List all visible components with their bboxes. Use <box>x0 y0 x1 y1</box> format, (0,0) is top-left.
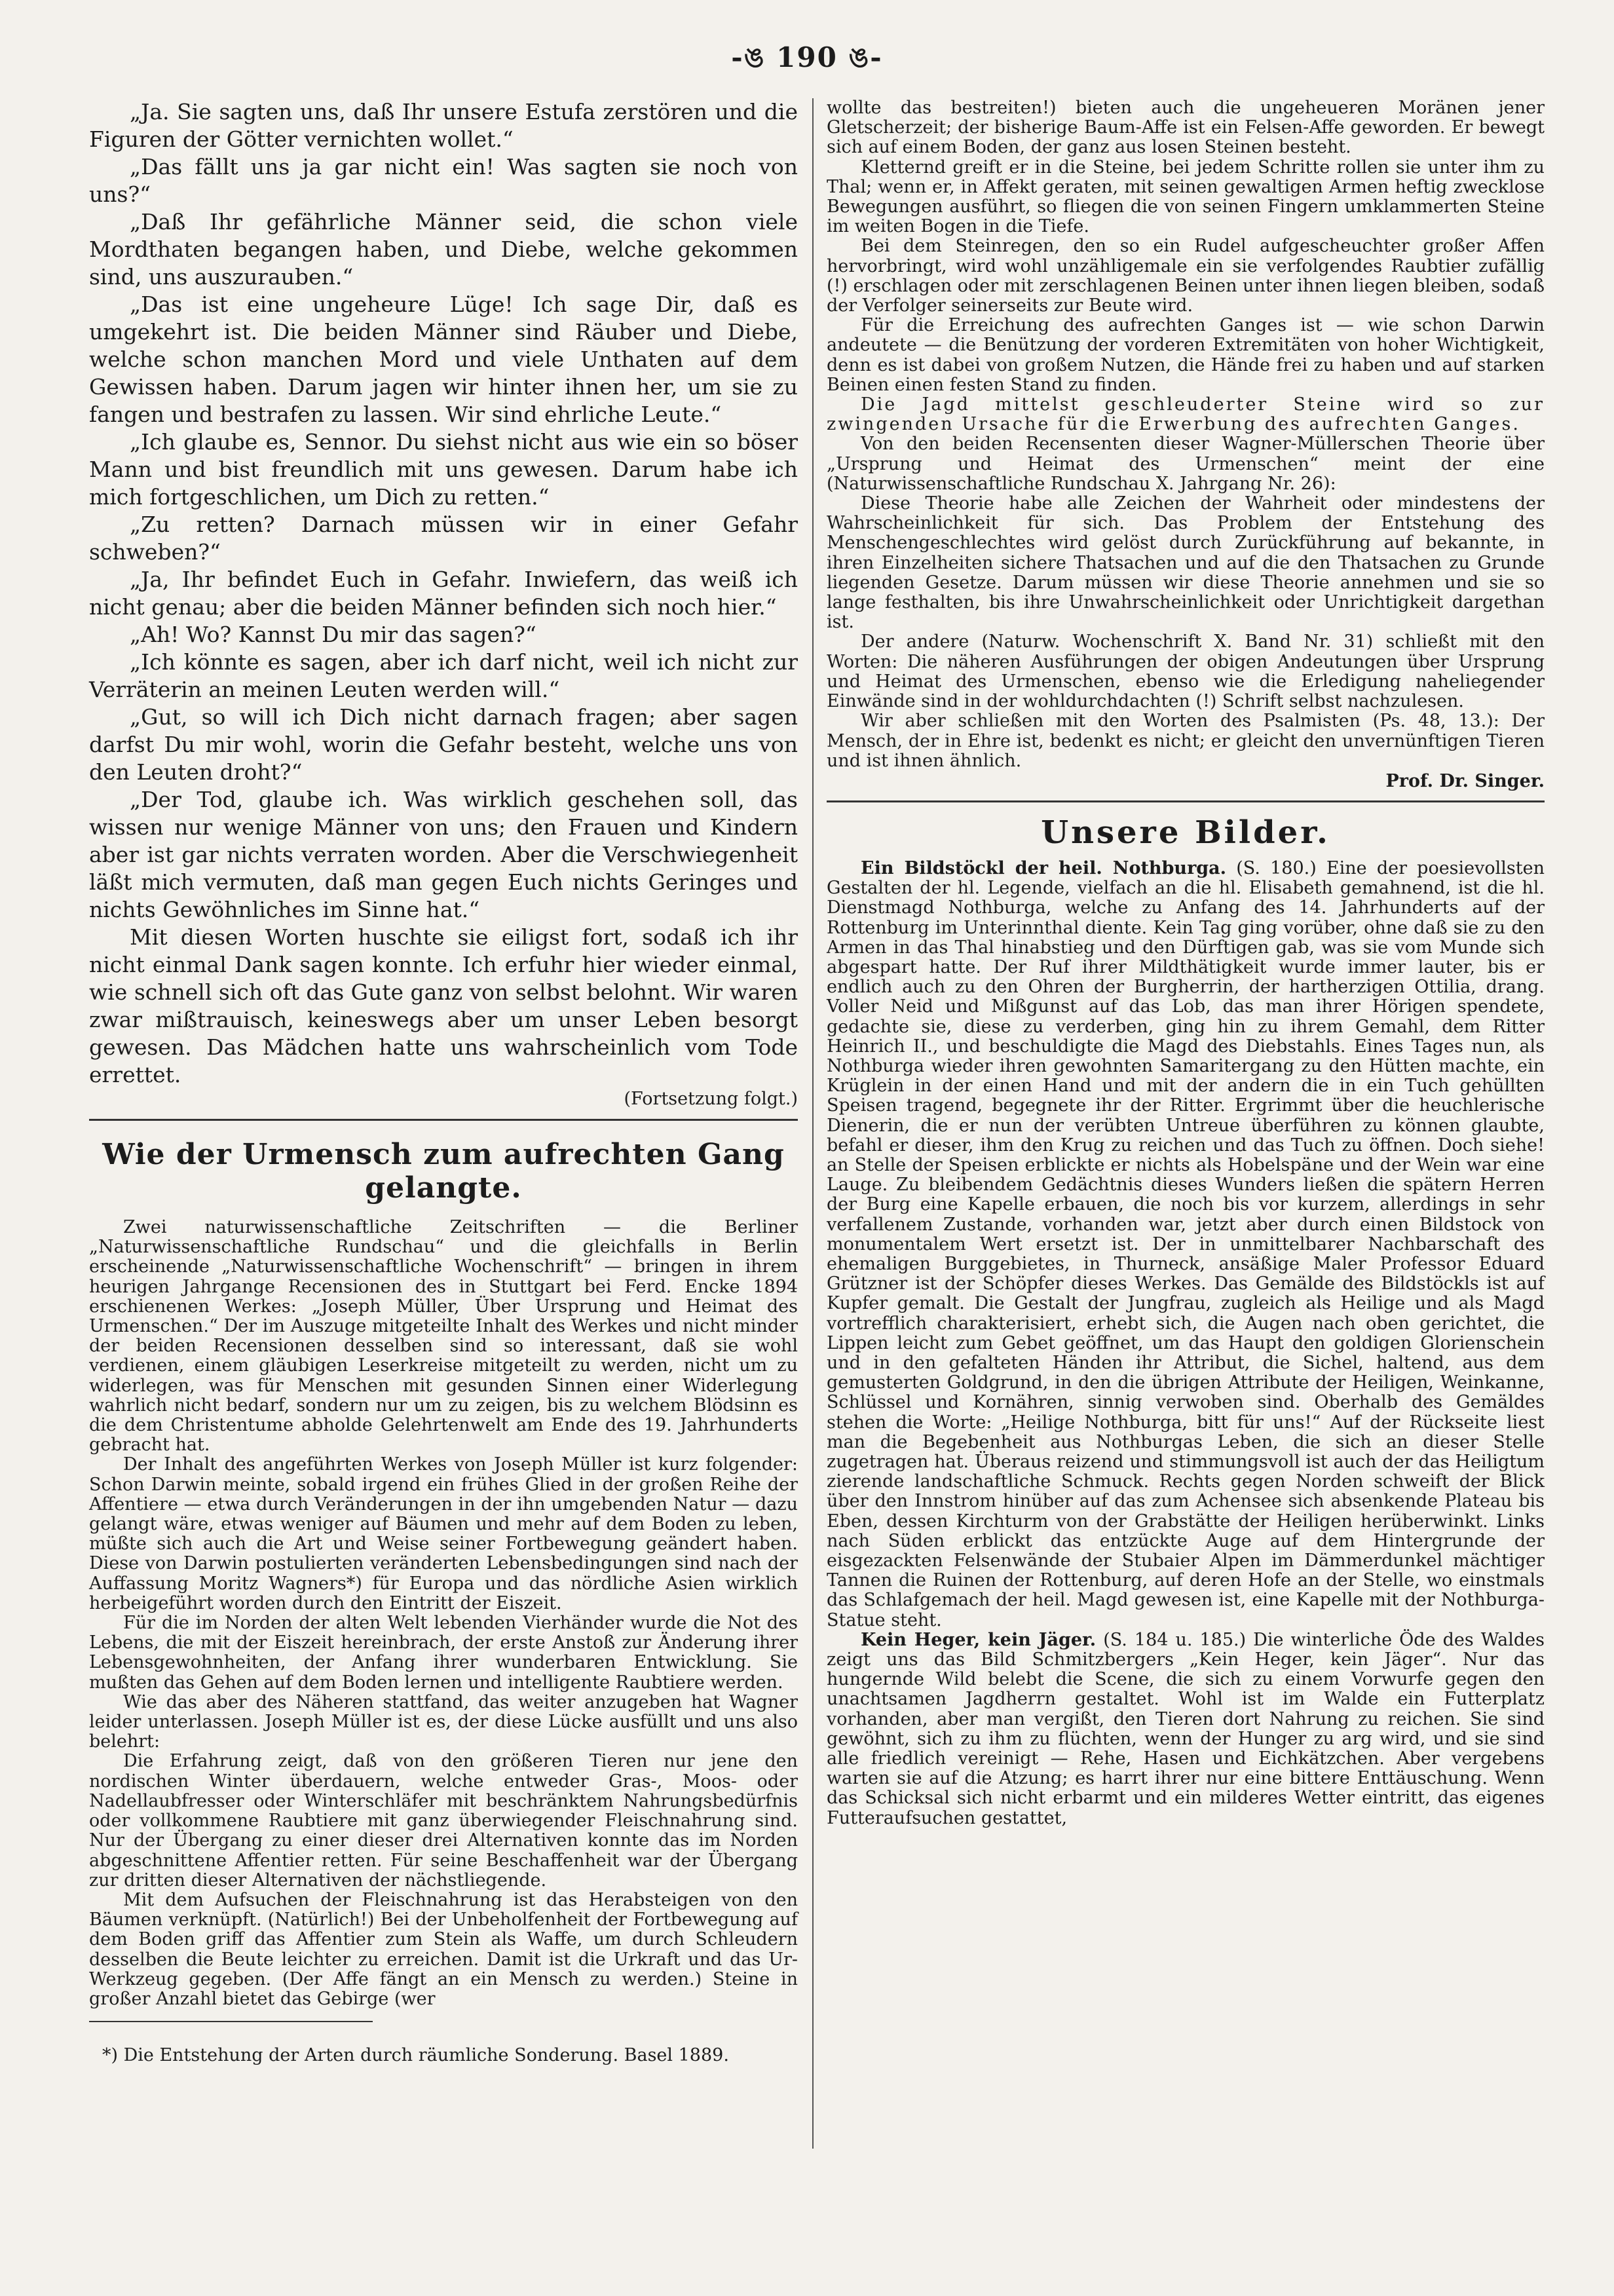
article-paragraph: Diese Theorie habe alle Zeichen der Wahrheit oder mindestens der Wahrscheinlichkeit für sich. Das Problem der Entstehung des Menschengeschlechtes wird gelöst durch Zurückführung auf bekannte, in ihren Einzelheiten sichere Thatsachen und auf die den Thatsachen zu Grunde liegenden Gesetze. Darum müssen wir diese Theorie annehmen und sie so lange festhalten, bis ihre Unwahrscheinlichkeit oder Unrichtigkeit dargethan ist. <box>827 493 1545 633</box>
dialogue-paragraph: Mit diesen Worten huschte sie eiligst fort, sodaß ich ihr nicht einmal Dank sagen konnte. Ich erfuhr hier wieder einmal, wie schnell sich oft das Gute ganz von selbst belohnt. Wir waren zwar mißtrauisch, keineswegs aber um unser Leben besorgt gewesen. Das Mädchen hatte uns wahrscheinlich vom Tode errettet. <box>89 924 798 1087</box>
dialogue-paragraph: „Zu retten? Darnach müssen wir in einer Gefahr schweben?“ <box>89 512 798 565</box>
pictures-paragraph <box>827 859 1545 1630</box>
article-paragraph: Kletternd greift er in die Steine, bei jedem Schritte rollen sie unter ihm zu Thal; wenn er, in Affekt geraten, mit seinen gewaltigen Armen heftig zwecklose Bewegungen ausführt, so fliegen die von seinen Fingern umklammerten Steine im weiten Bogen in die Tiefe. <box>827 157 1545 237</box>
dialogue-paragraph: „Das fällt uns ja gar nicht ein! Was sagten sie noch von uns?“ <box>89 154 798 207</box>
column-divider <box>812 98 814 2149</box>
dialogue-paragraph: „Der Tod, glaube ich. Was wirklich geschehen soll, das wissen nur wenige Männer von uns; den Frauen und Kindern aber ist gar nichts verraten worden. Aber die Verschwiegenheit läßt mich vermuten, daß man gegen Euch nichts Geringes und nichts Gewöhnliches im Sinne hat.“ <box>89 787 798 922</box>
section-title: Unsere Bilder. <box>1041 814 1330 851</box>
article-paragraph: wollte das bestreiten!) bieten auch die ungeheueren Moränen jener Gletscherzeit; der bisherige Baum-Affe ist ein Felsen-Affe geworden. Er bewegt sich auf einem Boden, der ganz aus losen Steinen besteht. <box>827 98 1545 158</box>
left-column <box>89 98 798 2084</box>
pictures-text: (S. 180.) Eine der poesievollsten Gestalten der hl. Legende, vielfach an die hl. Elisabeth gemahnend, ist die hl. Dienstmagd Nothburga, welche zu Anfang des 14. Jahrhunderts auf der Rottenburg im Unterinnthal diente. Kein Tag ging vorüber, ohne daß sie zu den Armen in das Thal hinabstieg und den Dürftigen gab, was sie vom Munde sich abgespart hatte. Der Ruf ihrer Mildthätigkeit wurde immer lauter, bis er endlich auch zu den Ohren der Burgherrin, der hartherzigen Ottilia, drang. Voller Neid und Mißgunst auf das Lob, das man ihrer Hörigen spendete, gedachte sie, diese zu verderben, ging hin zu ihrem Gemahl, dem Ritter Heinrich II., und beschuldigte die Magd des Diebstahls. Eines Tages nun, als Nothburga wieder ihren gewohnten Samaritergang zu den Hütten machte, ein Krüglein in der einen Hand und mit der andern die in ein Tuch gehüllten Speisen tragend, begegnete ihr der Ritter. Ergrimmt über die heuchlerische Dienerin, die er nun der verübten Untreue überführen zu können glaubte, befahl er dieser, ihm den Krug zu reichen und das Tuch zu öffnen. Doch siehe! an Stelle der Speisen erblickte er nichts als Hobelspäne und der Wein war eine Lauge. Zu bleibendem Gedächtnis dieses Wunders ließen die spätern Herren der Burg eine Kapelle erbauen, die noch bis vor kurzem, allerdings in sehr verfallenem Zustande, vorhanden war, jetzt aber durch einen Bildstock von monumentalem Wert ersetzt ist. Der in unmittelbarer Nachbarschaft des ehemaligen Burggebietes, in Thurneck, ansäßige Maler Professor Eduard Grützner ist der Schöpfer dieses Werkes. Das Gemälde des Bildstöckls ist auf Kupfer gemalt. Die Gestalt der Jungfrau, zugleich als Heilige und als Magd vortrefflich charakterisiert, erhebt sich, die Augen nach oben gerichtet, die Lippen leicht zum Gebet geöffnet, um das Haupt den goldigen Glorienschein und in den gefalteten Händen ihr Attribut, die Sichel, haltend, aus dem gemusterten Goldgrund, in den die übrigen Attribute der Heiligen, Weinkanne, Schlüssel und Kornähren, sinnig verwoben sind. Oberhalb des Gemäldes stehen die Worte: „Heilige Nothburga, bitt für uns!“ Auf der Rückseite liest man die Begebenheit aus Nothburgas Leben, die sich an dieser Stelle zugetragen hat. Überaus reizend und stimmungsvoll ist auch der das Heiligtum zierende landschaftliche Schmuck. Rechts gegen Norden schweift der Blick über den Innstrom hinüber auf das zum Achensee sich absenkende Plateau bis Eben, dessen Kirchturm von der Grabstätte der Heiligen herüberwinkt. Links nach Süden erblickt das entzückte Auge auf dem Hintergrunde der eisgezackten Felsenwände der Stubaier Alpen im Dämmerdunkel mächtiger Tannen die Ruinen der Rottenburg, auf deren Hofe an der Stelle, wo einstmals das Schlafgemach der heil. Magd gewesen ist, eine Kapelle mit der Nothburga-Statue steht. <box>827 857 1545 1630</box>
pictures-text: (S. 184 u. 185.) Die winterliche Öde des Waldes zeigt uns das Bild Schmitzbergers „Kein Heger, kein Jäger“. Nur das hungernde Wild belebt die Scene, die sich zu einem Vorwurfe gegen den unachtsamen Jagdherrn gestaltet. Wohl ist im Walde ein Futterplatz vorhanden, aber man vergißt, den Tieren dort Nahrung zu reichen. Sie sind gewöhnt, sich zu ihm zu flüchten, wenn der Hunger zu arg wird, und sie sind alle friedlich vereinigt — Rehe, Hasen und Eichkätzchen. Aber vergebens warten sie auf die Atzung; es harrt ihrer nur eine bittere Enttäuschung. Wenn das Schicksal sich nicht erbarmt und ein milderes Wetter eintritt, das eigenes Futteraufsuchen gestattet, <box>827 1629 1545 1828</box>
article-paragraph: Die Erfahrung zeigt, daß von den größeren Tieren nur jene den nordischen Winter überdauern, welche entweder Gras-, Moos- oder Nadellaubfresser oder Winterschläfer mit beschränktem Nahrungsbedürfnis oder vollkommene Raubtiere mit ganz überwiegender Fleischnahrung sind. Nur der Übergang zu einer dieser drei Alternativen konnte das im Norden abgeschnittene Affentier retten. Für seine Beschaffenheit war der Übergang zur dritten dieser Alternativen der nächstliegende. <box>89 1751 798 1891</box>
page-number: -ঙ 190 ঙ- <box>731 41 883 73</box>
article-paragraph: Für die Erreichung des aufrechten Ganges ist — wie schon Darwin andeutete — die Benützung der vorderen Extremitäten von hoher Wichtigkeit, denn es ist dabei von großem Nutzen, die Hände frei zu haben und auf starken Beinen einen festen Stand zu finden. <box>827 315 1545 395</box>
dialogue-paragraph: „Gut, so will ich Dich nicht darnach fragen; aber sagen darfst Du mir wohl, worin die Gefahr besteht, welche uns von den Leuten droht?“ <box>89 704 798 785</box>
article-paragraph: Wir aber schließen mit den Worten des Psalmisten (Ps. 48, 13.): Der Mensch, der in Ehre ist, bedenkt es nicht; er gleicht den unvernünftigen Tieren und ist ihnen ähnlich. <box>827 711 1545 771</box>
pictures-lead: Ein Bildstöckl der heil. Nothburga. <box>861 857 1227 878</box>
dialogue-paragraph: „Ich glaube es, Sennor. Du siehst nicht aus wie ein so böser Mann und bist freundlich mit uns gewesen. Darum habe ich mich fortgeschlichen, um Dich zu retten.“ <box>89 429 798 510</box>
right-column <box>827 98 1545 1828</box>
section-rule <box>89 1119 798 1121</box>
article-paragraph: Der Inhalt des angeführten Werkes von Joseph Müller ist kurz folgender: Schon Darwin meinte, sobald irgend ein frühes Glied in der großen Reihe der Affentiere — etwa durch Veränderungen in der ihn umgebenden Natur — dazu gelangt wäre, etwas weniger auf Bäumen und mehr auf dem Boden zu leben, müßte sich auch die Art und Weise seiner Fortbewegung geändert haben. Diese von Darwin postulierten veränderten Lebensbedingungen sind nach der Auffassung Moritz Wagners*) für Europa und das nördliche Asien wirklich herbeigeführt worden durch den Eintritt der Eiszeit. <box>89 1454 798 1613</box>
article-paragraph: Zwei naturwissenschaftliche Zeitschriften — die Berliner „Naturwissenschaftliche Rundschau“ und die gleichfalls in Berlin erscheinende „Naturwissenschaftliche Wochenschrift“ — bringen in ihrem heurigen Jahrgange Recensionen des in Stuttgart bei Ferd. Encke 1894 erschienenen Werkes: „Joseph Müller, Über Ursprung und Heimat des Urmenschen.“ Der im Auszuge mitgeteilte Inhalt des Werkes und nicht minder der beiden Recensionen desselben sind so interessant, daß sie wohl verdienen, einem gläubigen Leserkreise mitgeteilt zu werden, nicht um zu widerlegen, was für Menschen mit gesunden Sinnen einer Widerlegung wahrlich nicht bedarf, sondern nur um zu zeigen, bis zu welchem Blödsinn es die dem Christentume abholde Gelehrtenwelt am Ende des 19. Jahrhunderts gebracht hat. <box>89 1217 798 1456</box>
dialogue-paragraph: „Ja, Ihr befindet Euch in Gefahr. Inwiefern, das weiß ich nicht genau; aber die beiden Männer befinden sich noch hier.“ <box>89 567 798 620</box>
article-paragraph: Wie das aber des Näheren stattfand, das weiter anzugeben hat Wagner leider unterlassen. Joseph Müller ist es, der diese Lücke ausfüllt und uns also belehrt: <box>89 1691 798 1752</box>
dialogue-paragraph: „Ja. Sie sagten uns, daß Ihr unsere Estufa zerstören und die Figuren der Götter vernichten wollet.“ <box>89 99 798 152</box>
pictures-paragraph <box>827 1630 1545 1828</box>
article-paragraph: Für die im Norden der alten Welt lebenden Vierhänder wurde die Not des Lebens, die mit der Eiszeit hereinbrach, der erste Anstoß zur Änderung ihrer Lebensgewohnheiten, der Anfang ihrer wunderbaren Entwicklung. Sie mußten das Gehen auf dem Boden lernen und intelligente Raubtiere werden. <box>89 1613 798 1693</box>
footnote-rule <box>89 2021 373 2022</box>
dialogue-paragraph: „Ah! Wo? Kannst Du mir das sagen?“ <box>130 622 536 647</box>
pictures-lead: Kein Heger, kein Jäger. <box>861 1629 1097 1650</box>
article-paragraph: Von den beiden Recensenten dieser Wagner-Müllerschen Theorie über „Ursprung und Heimat des Urmenschen“ meint der eine (Naturwissenschaftliche Rundschau X. Jahrgang Nr. 26): <box>827 434 1545 494</box>
article-title: Wie der Urmensch zum aufrechten Gang gelangte. <box>102 1138 785 1205</box>
article-paragraph: Bei dem Steinregen, den so ein Rudel aufgescheuchter großer Affen hervorbringt, wird wohl unzähligemale ein sie verfolgendes Raubtier zufällig (!) erschlagen oder mit zerschlagenen Beinen unter ihnen liegen bleiben, sodaß der Verfolger seinerseits zur Beute wird. <box>827 236 1545 316</box>
continued-note: (Fortsetzung folgt.) <box>624 1089 798 1109</box>
dialogue-paragraph: „Ich könnte es sagen, aber ich darf nicht, weil ich nicht zur Verräterin an meinen Leuten werden will.“ <box>89 649 798 702</box>
article-paragraph: Mit dem Aufsuchen der Fleischnahrung ist das Herabsteigen von den Bäumen verknüpft. (Natürlich!) Bei der Unbeholfenheit der Fortbewegung auf dem Boden griff das Affentier zum Stein als Waffe, um durch Schleudern desselben die Beute leichter zu erreichen. Damit ist die Urkraft und das Ur-Werkzeug gegeben. (Der Affe fängt an ein Mensch zu werden.) Steine in großer Anzahl bietet das Gebirge (wer <box>89 1889 798 2009</box>
dialogue-paragraph: „Daß Ihr gefährliche Männer seid, die schon viele Mordthaten begangen haben, und Diebe, welche gekommen sind, uns auszurauben.“ <box>89 209 798 290</box>
article-paragraph: Der andere (Naturw. Wochenschrift X. Band Nr. 31) schließt mit den Worten: Die näheren Ausführungen der obigen Andeutungen über Ursprung und Heimat des Urmenschen, ebenso wie die Erledigung naheliegender Einwände sind in der wohldurchdachten (!) Schrift selbst nachzulesen. <box>827 631 1545 712</box>
article-paragraph: Die Jagd mittelst geschleuderter Steine wird so zur zwingenden Ursache für die Erwerbung des aufrechten Ganges. <box>827 394 1545 435</box>
section-rule <box>827 800 1545 802</box>
footnote: *) Die Entstehung der Arten durch räumliche Sonderung. Basel 1889. <box>102 2045 729 2066</box>
dialogue-paragraph: „Das ist eine ungeheure Lüge! Ich sage Dir, daß es umgekehrt ist. Die beiden Männer sind Räuber und Diebe, welche schon manchen Mord und viele Unthaten auf dem Gewissen haben. Darum jagen wir hinter ihnen her, um sie zu fangen und bestrafen zu lassen. Wir sind ehrliche Leute.“ <box>89 292 798 427</box>
author-signature: Prof. Dr. Singer. <box>1385 770 1545 791</box>
